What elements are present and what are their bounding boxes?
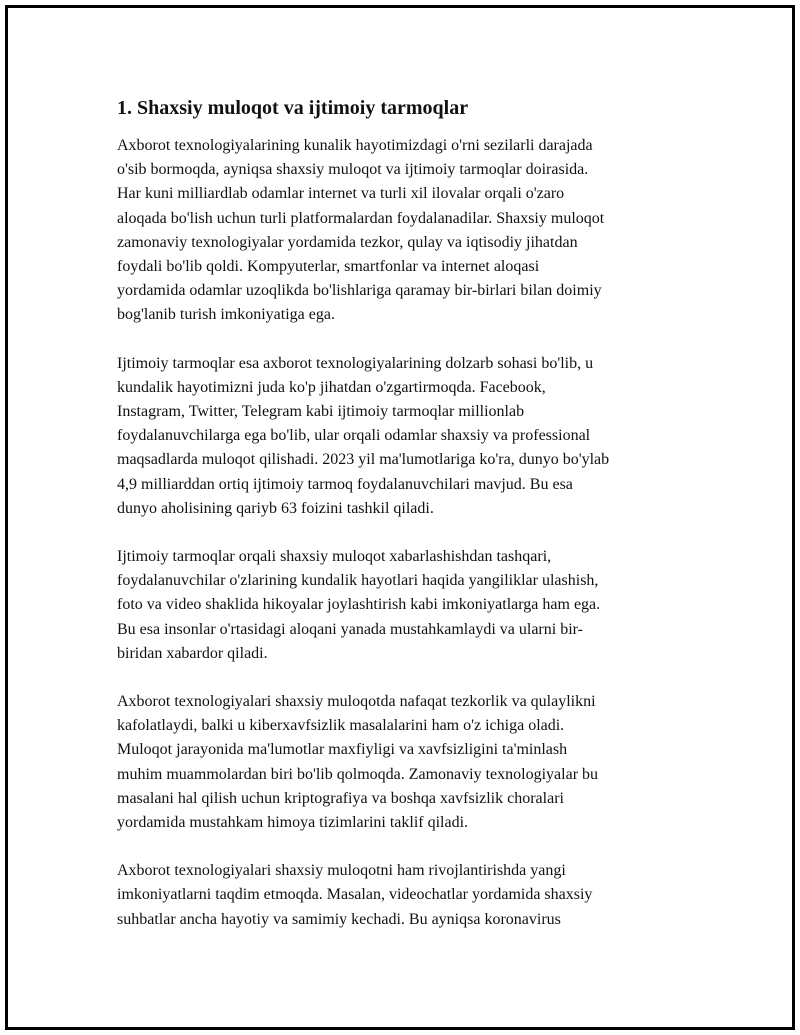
paragraph-line: kafolatlaydi, balki u kiberxavfsizlik masalalarini ham o'z ichiga oladi. bbox=[117, 717, 565, 735]
paragraph-line: dunyo aholisining qariyb 63 foizini tashkil qiladi. bbox=[117, 499, 434, 517]
paragraph-line: masalani hal qilish uchun kriptografiya va boshqa xavfsizlik choralari bbox=[117, 789, 564, 807]
body-paragraph bbox=[117, 134, 677, 328]
body-paragraph bbox=[117, 545, 677, 666]
paragraph-line: Axborot texnologiyalari shaxsiy muloqotni ham rivojlantirishda yangi bbox=[117, 862, 566, 880]
paragraph-list bbox=[117, 134, 677, 932]
paragraph-line: suhbatlar ancha hayotiy va samimiy kechadi. Bu ayniqsa koronavirus bbox=[117, 910, 561, 928]
document-body bbox=[117, 96, 677, 956]
paragraph-line: Ijtimoiy tarmoqlar orqali shaxsiy muloqot xabarlashishdan tashqari, bbox=[117, 548, 552, 566]
paragraph-line: yordamida mustahkam himoya tizimlarini taklif qiladi. bbox=[117, 814, 469, 832]
body-paragraph bbox=[117, 352, 677, 521]
paragraph-line: muhim muammolardan biri bo'lib qolmoqda. Zamonaviy texnologiyalar bu bbox=[117, 765, 599, 783]
paragraph-line: Ijtimoiy tarmoqlar esa axborot texnologiyalarining dolzarb sohasi bo'lib, u bbox=[117, 354, 594, 372]
paragraph-line: 4,9 milliarddan ortiq ijtimoiy tarmoq foydalanuvchilari mavjud. Bu esa bbox=[117, 475, 573, 493]
paragraph-line: maqsadlarda muloqot qilishadi. 2023 yil ma'lumotlariga ko'ra, dunyo bo'ylab bbox=[117, 451, 610, 469]
paragraph-line: Bu esa insonlar o'rtasidagi aloqani yanada mustahkamlaydi va ularni bir- bbox=[117, 620, 583, 638]
paragraph-line: bog'lanib turish imkoniyatiga ega. bbox=[117, 306, 335, 324]
paragraph-line: biridan xabardor qiladi. bbox=[117, 644, 268, 662]
paragraph-line: Muloqot jarayonida ma'lumotlar maxfiyligi va xavfsizligini ta'minlash bbox=[117, 741, 568, 759]
body-paragraph bbox=[117, 690, 677, 835]
paragraph-line: foydali bo'lib qoldi. Kompyuterlar, smartfonlar va internet aloqasi bbox=[117, 258, 540, 276]
paragraph-line: o'sib bormoqda, ayniqsa shaxsiy muloqot va ijtimoiy tarmoqlar doirasida. bbox=[117, 161, 589, 179]
body-paragraph bbox=[117, 859, 677, 932]
paragraph-line: kundalik hayotimizni juda ko'p jihatdan o'zgartirmoqda. Facebook, bbox=[117, 378, 546, 396]
paragraph-line: foto va video shaklida hikoyalar joylashtirish kabi imkoniyatlarga ham ega. bbox=[117, 596, 601, 614]
paragraph-line: imkoniyatlarni taqdim etmoqda. Masalan, videochatlar yordamida shaxsiy bbox=[117, 886, 593, 904]
paragraph-line: Instagram, Twitter, Telegram kabi ijtimoiy tarmoqlar millionlab bbox=[117, 403, 525, 421]
paragraph-line: foydalanuvchilar o'zlarining kundalik hayotlari haqida yangiliklar ulashish, bbox=[117, 572, 599, 590]
section-heading: 1. Shaxsiy muloqot va ijtimoiy tarmoqlar bbox=[117, 97, 469, 119]
paragraph-line: aloqada bo'lish uchun turli platformalardan foydalanadilar. Shaxsiy muloqot bbox=[117, 209, 605, 227]
paragraph-line: yordamida odamlar uzoqlikda bo'lishlariga qaramay bir-birlari bilan doimiy bbox=[117, 282, 602, 300]
paragraph-line: Har kuni milliardlab odamlar internet va turli xil ilovalar orqali o'zaro bbox=[117, 185, 565, 203]
paragraph-line: Axborot texnologiyalari shaxsiy muloqotda nafaqat tezkorlik va qulaylikni bbox=[117, 693, 596, 711]
paragraph-line: zamonaviy texnologiyalar yordamida tezkor, qulay va iqtisodiy jihatdan bbox=[117, 233, 578, 251]
paragraph-line: foydalanuvchilarga ega bo'lib, ular orqali odamlar shaxsiy va professional bbox=[117, 427, 591, 445]
paragraph-line: Axborot texnologiyalarining kunalik hayotimizdagi o'rni sezilarli darajada bbox=[117, 137, 593, 154]
